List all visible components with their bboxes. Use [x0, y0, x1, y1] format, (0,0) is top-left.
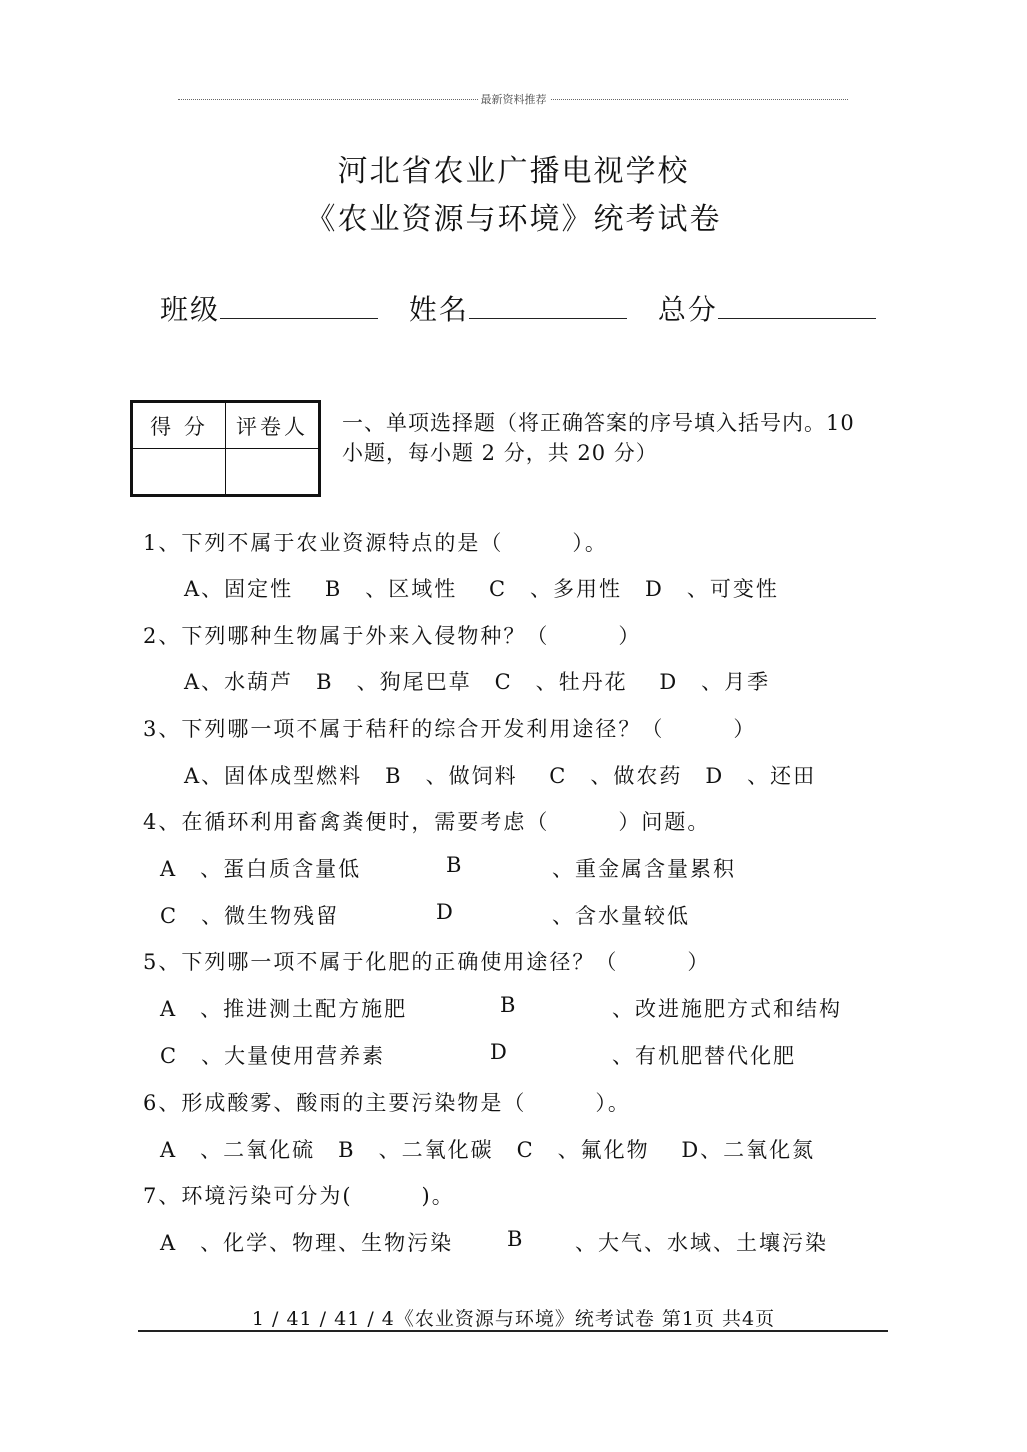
question-4-stem: 4、在循环利用畜禽粪便时，需要考虑（ ）问题。	[143, 810, 711, 834]
section-heading: 一、单项选择题（将正确答案的序号填入括号内。10 小题，每小题 2 分，共 20 分）	[342, 411, 855, 465]
question-4-option-c: C 、微生物残留	[160, 904, 340, 928]
class-blank[interactable]	[220, 292, 378, 319]
name-blank[interactable]	[469, 292, 627, 319]
question-5-option-c: C 、大量使用营养素	[160, 1044, 386, 1068]
question-5-option-b: 、改进施肥方式和结构	[612, 997, 842, 1021]
question-1-options: A、固定性 B 、区域性 C 、多用性 D 、可变性	[184, 577, 779, 601]
name-label: 姓名	[408, 293, 469, 326]
question-4-option-b-label: B	[446, 853, 464, 877]
question-5-stem: 5、下列哪一项不属于化肥的正确使用途径？（ ）	[143, 950, 711, 974]
score-header: 得 分	[132, 402, 226, 449]
question-3-options: A、固体成型燃料 B 、做饲料 C 、做农药 D 、还田	[184, 764, 817, 788]
question-4-option-a: A 、蛋白质含量低	[160, 857, 362, 881]
question-4-option-b: 、重金属含量累积	[552, 857, 736, 881]
question-7-option-b-label: B	[507, 1227, 525, 1251]
question-5-option-d: 、有机肥替代化肥	[612, 1044, 796, 1068]
school-title: 河北省农业广播电视学校	[337, 154, 690, 189]
question-3-stem: 3、下列哪一项不属于秸秆的综合开发利用途径？（ ）	[143, 717, 757, 741]
student-info-row	[160, 288, 876, 328]
question-5-option-d-label: D	[490, 1040, 509, 1064]
question-7-stem: 7、环境污染可分为( )。	[143, 1184, 455, 1208]
total-blank[interactable]	[718, 292, 876, 319]
footer-rule	[138, 1330, 888, 1332]
question-2-options: A、水葫芦 B 、狗尾巴草 C 、牡丹花 D 、月季	[184, 670, 771, 694]
question-7-option-b: 、大气、水域、土壤污染	[575, 1231, 828, 1255]
question-6-options: A 、二氧化硫 B 、二氧化碳 C 、氟化物 D、二氧化氮	[160, 1138, 816, 1162]
score-table	[130, 400, 321, 497]
score-cell[interactable]	[132, 449, 226, 496]
question-5-option-a: A 、推进测土配方施肥	[160, 997, 408, 1021]
header-note: 最新资料推荐	[0, 91, 1027, 107]
page-footer: 1 / 41 / 41 / 4《农业资源与环境》统考试卷 第1页 共4页	[251, 1308, 776, 1330]
total-label: 总分	[657, 293, 718, 326]
exam-title: 《农业资源与环境》统考试卷	[305, 202, 722, 237]
question-7-option-a: A 、化学、物理、生物污染	[160, 1231, 454, 1255]
class-label: 班级	[160, 293, 221, 326]
grader-cell[interactable]	[226, 449, 320, 496]
question-4-option-d-label: D	[436, 900, 455, 924]
question-6-stem: 6、形成酸雾、酸雨的主要污染物是（ ）。	[143, 1091, 631, 1115]
question-4-option-d: 、含水量较低	[552, 904, 690, 928]
grader-header: 评卷人	[226, 402, 320, 449]
question-1-stem: 1、下列不属于农业资源特点的是（ ）。	[143, 531, 608, 555]
question-2-stem: 2、下列哪种生物属于外来入侵物种？（ ）	[143, 624, 642, 648]
question-5-option-b-label: B	[500, 993, 518, 1017]
